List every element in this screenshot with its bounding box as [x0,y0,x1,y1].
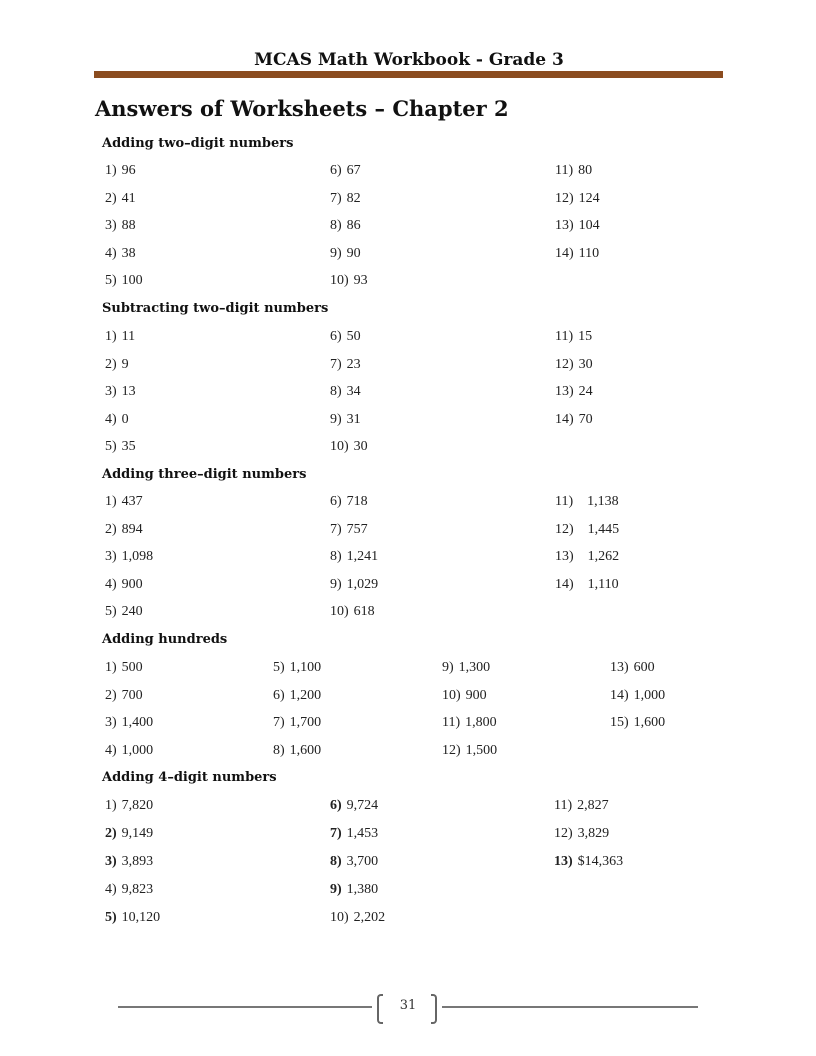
answer-value: 500 [121,660,143,675]
answer-value: 13 [121,384,136,399]
answer-value: 1,029 [346,576,379,592]
answer-item [442,715,497,731]
answer-number: 5) [273,660,285,675]
answer-number: 14) [610,687,629,703]
answer-number: 12) [442,743,461,759]
answer-item [330,522,368,538]
answer-number: 2) [105,826,117,841]
answer-value: 10,120 [121,910,161,925]
running-header: MCAS Math Workbook - Grade 3 [254,50,564,70]
answer-number: 12) [555,521,574,537]
answer-number: 3) [105,549,117,564]
answer-number: 11) [555,494,574,509]
answer-item [442,688,487,704]
answer-item [330,357,361,373]
answer-number: 13) [555,218,574,233]
answer-value: 1,380 [346,882,379,897]
answer-item [330,549,378,565]
answer-item [105,191,136,207]
answer-value: 1,400 [121,715,154,731]
answer-item [555,246,599,262]
answer-value: 1,138 [587,494,619,509]
answer-item [105,743,153,759]
answer-value: 67 [346,163,361,178]
answer-number: 4) [105,576,117,592]
answer-value: 1,098 [121,549,154,564]
answer-item [330,882,378,898]
page-title: Answers of Worksheets – Chapter 2 [95,96,509,121]
answer-number: 7) [273,715,285,731]
answer-item [105,329,135,345]
answer-number: 1) [105,494,117,509]
answer-value: 1,500 [465,743,498,759]
answer-value: 1,200 [289,687,322,703]
answer-number: 1) [105,163,117,178]
section-heading: Adding 4–digit numbers [102,770,277,785]
answer-number: 10) [330,273,349,288]
answer-value: 41 [121,190,136,206]
answer-value: 437 [121,494,143,509]
answer-item [105,715,153,731]
answer-value: 718 [346,494,368,509]
answer-item [442,660,490,676]
answer-value: 7,820 [121,798,154,813]
answer-number: 9) [442,660,454,675]
answer-value: 2,202 [353,910,386,925]
answer-value: 96 [121,163,136,178]
answer-item [555,522,619,538]
answer-number: 7) [330,826,342,841]
answer-number: 10) [442,687,461,703]
answer-number: 7) [330,521,342,537]
answer-item [554,854,623,870]
answer-value: 82 [346,190,361,206]
answer-number: 5) [105,910,117,925]
answer-item [330,604,375,620]
answer-number: 1) [105,329,117,344]
answer-value: 30 [578,356,593,372]
answer-item [105,826,153,842]
answer-value: 80 [578,163,593,178]
answer-value: 1,445 [587,521,620,537]
answer-value: $14,363 [577,854,624,869]
answer-item [330,826,378,842]
answer-item [105,854,153,870]
answer-value: 3,829 [577,826,610,841]
answer-value: 38 [121,245,136,261]
answer-item [273,660,321,676]
answer-value: 9,823 [121,882,154,897]
answer-value: 90 [346,245,361,261]
answer-item [330,412,361,428]
answer-value: 3,700 [346,854,379,869]
answer-number: 4) [105,743,117,759]
answer-item [555,191,600,207]
answer-number: 12) [554,826,573,841]
answer-item [105,273,143,289]
section-heading: Adding hundreds [102,632,228,647]
answer-item [610,660,655,676]
answer-number: 10) [330,604,349,619]
answer-number: 3) [105,384,117,399]
answer-item [330,798,378,814]
answer-item [610,688,665,704]
answer-number: 5) [105,604,117,619]
section-heading: Adding two–digit numbers [102,136,294,151]
answer-value: 1,110 [587,576,619,592]
answer-number: 10) [330,910,349,925]
answer-item [105,577,143,593]
answer-value: 240 [121,604,143,619]
answer-item [330,329,361,345]
answer-number: 13) [610,660,629,675]
answer-item [555,384,593,400]
answer-number: 8) [273,743,285,759]
answer-number: 6) [330,798,342,813]
answer-item [555,357,593,373]
answer-value: 1,800 [465,715,497,731]
answer-value: 86 [346,218,361,233]
answer-item [555,494,619,510]
answer-value: 9 [121,356,129,372]
answer-number: 9) [330,411,342,427]
answer-item [105,494,143,510]
answer-value: 70 [578,411,593,427]
answer-value: 11 [121,329,136,344]
answer-item [330,384,361,400]
answer-number: 13) [554,854,573,869]
answer-item [330,854,378,870]
answer-item [105,604,143,620]
answer-value: 1,262 [587,549,620,564]
answer-value: 88 [121,218,136,233]
answer-value: 35 [121,439,136,454]
answer-value: 900 [121,576,143,592]
answer-item [105,910,160,926]
answer-value: 100 [121,273,143,288]
answer-value: 31 [346,411,361,427]
answer-value: 1,241 [346,549,379,564]
answer-number: 3) [105,715,117,731]
answer-item [555,163,592,179]
answer-number: 8) [330,854,342,869]
answer-number: 7) [330,190,342,206]
answer-item [554,826,609,842]
answer-number: 8) [330,218,342,233]
answer-number: 3) [105,854,117,869]
answer-item [555,329,592,345]
answer-item [554,798,609,814]
answer-value: 1,100 [289,660,322,675]
answer-value: 900 [465,687,487,703]
answer-number: 12) [555,356,574,372]
answer-number: 3) [105,218,117,233]
answer-number: 2) [105,190,117,206]
answer-item [555,549,619,565]
answer-value: 1,600 [633,715,666,731]
answer-number: 13) [555,549,574,564]
answer-number: 6) [330,329,342,344]
answer-item [105,798,153,814]
answer-item [330,273,368,289]
answer-value: 894 [121,521,143,537]
answer-value: 34 [346,384,361,399]
answer-number: 1) [105,660,117,675]
answer-number: 9) [330,245,342,261]
answer-item [273,715,321,731]
answer-number: 9) [330,576,342,592]
answer-number: 15) [610,715,629,731]
answer-item [105,218,136,234]
answer-item [330,191,361,207]
answer-number: 6) [330,494,342,509]
answer-item [555,218,600,234]
answer-number: 2) [105,521,117,537]
answer-value: 104 [578,218,600,233]
answer-item [330,246,361,262]
answer-value: 618 [353,604,375,619]
answer-number: 5) [105,273,117,288]
answer-value: 700 [121,687,143,703]
answer-number: 14) [555,576,574,592]
answer-value: 1,300 [458,660,491,675]
answer-item [105,549,153,565]
answer-number: 6) [330,163,342,178]
answer-item [555,412,593,428]
page-number-left-bracket [377,994,383,1024]
answer-value: 1,700 [289,715,322,731]
answer-number: 2) [105,356,117,372]
answer-value: 110 [578,245,600,261]
header-rule [94,71,723,78]
answer-number: 11) [555,329,574,344]
answer-number: 14) [555,245,574,261]
section-heading: Adding three–digit numbers [102,467,307,482]
page-number-right-bracket [431,994,437,1024]
answer-number: 7) [330,356,342,372]
answer-number: 11) [554,798,573,813]
answer-item [105,412,129,428]
answer-item [105,439,136,455]
answer-value: 15 [578,329,593,344]
answer-item [330,439,368,455]
answer-number: 1) [105,798,117,813]
answer-item [105,882,153,898]
answer-value: 23 [346,356,361,372]
answer-number: 11) [555,163,574,178]
answer-value: 3,893 [121,854,154,869]
answer-value: 600 [633,660,655,675]
section-heading: Subtracting two–digit numbers [102,301,329,316]
answer-value: 2,827 [577,798,609,813]
answer-item [105,384,136,400]
answer-value: 50 [346,329,361,344]
answer-item [105,660,143,676]
answer-value: 757 [346,521,368,537]
answer-value: 9,724 [346,798,379,813]
footer-rule-left [118,1006,372,1008]
answer-value: 1,000 [121,743,154,759]
answer-item [330,163,361,179]
answer-number: 4) [105,411,117,427]
answer-value: 1,600 [289,743,322,759]
footer-rule-right [442,1006,698,1008]
answer-item [330,577,378,593]
answer-number: 4) [105,882,117,897]
answer-value: 9,149 [121,826,154,841]
answer-number: 8) [330,384,342,399]
answer-value: 93 [353,273,368,288]
answer-item [273,688,321,704]
answer-item [105,246,136,262]
answer-value: 1,000 [633,687,666,703]
answer-number: 8) [330,549,342,564]
answer-value: 30 [353,439,368,454]
answer-item [555,577,619,593]
answer-item [610,715,665,731]
answer-number: 13) [555,384,574,399]
answer-number: 12) [555,190,574,206]
answer-value: 1,453 [346,826,379,841]
answer-number: 4) [105,245,117,261]
answer-item [330,910,385,926]
answer-item [273,743,321,759]
answer-item [442,743,497,759]
answer-number: 11) [442,715,461,731]
answer-number: 5) [105,439,117,454]
answer-item [105,688,143,704]
answer-item [330,218,361,234]
answer-number: 10) [330,439,349,454]
page-number: 31 [399,998,417,1013]
answer-number: 9) [330,882,342,897]
answer-value: 24 [578,384,593,399]
answer-item [105,357,129,373]
answer-value: 124 [578,190,600,206]
answer-item [105,163,136,179]
answer-item [105,522,143,538]
answer-value: 0 [121,411,129,427]
answer-number: 14) [555,411,574,427]
answer-item [330,494,368,510]
answer-number: 6) [273,687,285,703]
answer-number: 2) [105,687,117,703]
